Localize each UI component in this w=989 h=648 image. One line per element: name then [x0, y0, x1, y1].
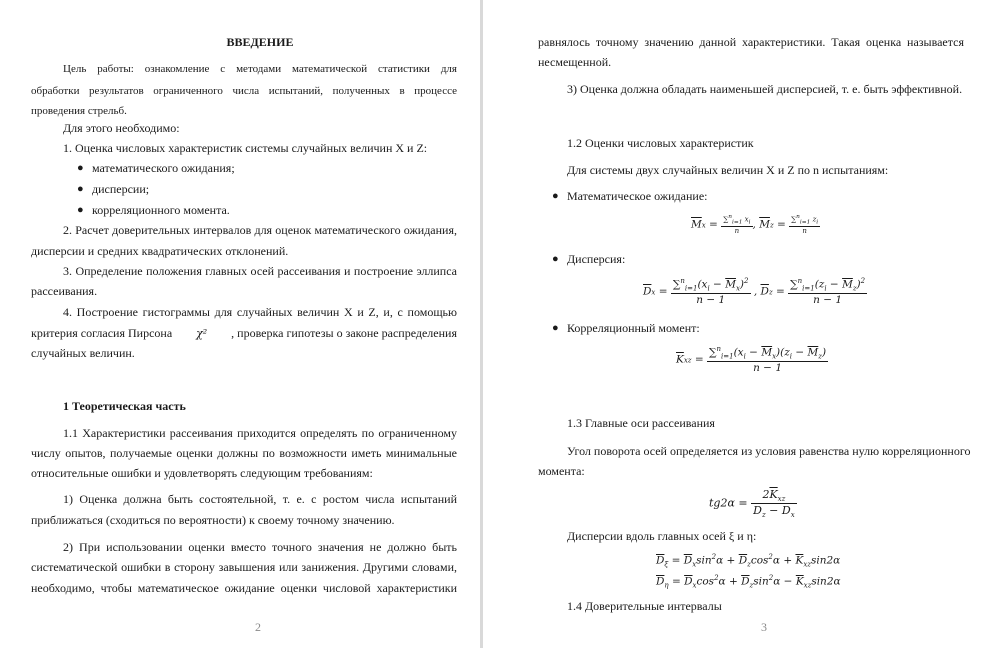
page-number: 2	[255, 620, 261, 634]
bullet-icon: ●	[552, 322, 559, 334]
req-2-line-1: 2) При использовании оценки вместо точного значения не должно быть	[63, 540, 457, 554]
rotation-formula: tg2α = $\frac{2\overline{K}_{xz}}{\overline{D}_z - \overline{D}_x}$	[709, 488, 795, 520]
item-4-line-3: случайных величин.	[31, 346, 135, 360]
page-3	[483, 0, 989, 648]
chi-square-symbol: χ²	[196, 327, 208, 340]
req-2-line-2: систематической ошибки в сторону завышения или занижения. Другими словами,	[31, 560, 457, 574]
dispersion-formula: $\overline{D}x$ = $\frac{\sum^n_{i=1}(x_i - \overline{M}_x)^2}{n - 1}$ , $\overline{D}z$ = $\frac{\sum^n_{i=1}(z_i - \overline{M}_z)^2}{n - 1}$	[643, 277, 866, 306]
req-2-line-3: необходимо, чтобы математическое ожидание оценки числовой характеристики	[31, 581, 457, 595]
p11-line-3: относительные ошибки и удовлетворять следующим требованиям:	[31, 466, 373, 480]
bullet-icon: ●	[77, 183, 84, 195]
section-1-2-intro: Для системы двух случайных величин X и Z по n испытаниям:	[567, 163, 889, 177]
dispersion-xi-formula: $\overline{D}_\xi = \overline{D}_x\sin^2\alpha + \overline{D}_z\cos^2\alpha + \overline{K}_{xz}\sin 2\alpha$	[656, 553, 841, 569]
item-2-line-1: 2. Расчет доверительных интервалов для оценок математического ожидания,	[63, 223, 457, 237]
req-1-line-1: 1) Оценка должна быть состоятельной, т. е. с ростом числа испытаний	[63, 492, 457, 506]
mean-formula: $\overline{M}x$ = $\frac{\sum^n_{i=1} x_i}{n}$ , $\overline{M}z$ = $\frac{\sum^n_{i=1} z_i}{n}$	[691, 214, 819, 235]
item-3-line-2: рассеивания.	[31, 284, 98, 298]
item-3-line-1: 3. Определение положения главных осей рассеивания и построение эллипса	[63, 264, 457, 278]
bullet-icon: ●	[77, 162, 84, 174]
bullet-mean-label: Математическое ожидание:	[567, 189, 708, 203]
need-text: Для этого необходимо:	[63, 121, 180, 135]
p11-line-1: 1.1 Характеристики рассеивания приходится определять по ограниченному	[63, 426, 457, 440]
req-1-line-2: приближаться (сходиться по вероятности) к своему точному значению.	[31, 513, 395, 527]
bullet-icon: ●	[552, 190, 559, 202]
bullet-correlation-label: Корреляционный момент:	[567, 321, 700, 335]
purpose-line-2: обработки результатов ограниченного числа испытаний, полученных в процессе	[31, 85, 457, 97]
item-4-text-a: критерия согласия Пирсона	[31, 326, 173, 340]
item-4-line-2	[31, 326, 457, 341]
section-1-3-heading: 1.3 Главные оси рассеивания	[567, 416, 715, 430]
section-1-2-heading: 1.2 Оценки числовых характеристик	[567, 136, 754, 150]
cont-line-1: равнялось точному значению данной характеристики. Такая оценка называется	[538, 35, 964, 49]
correlation-formula: $\overline{K}xz$ = $\frac{\sum^n_{i=1}(x_i - \overline{M}_x)(z_i - \overline{M}_z)}{n - 1}$	[676, 345, 827, 374]
dispersion-eta-formula: $\overline{D}_\eta = \overline{D}_x\cos^2\alpha + \overline{D}_z\sin^2\alpha - \overline{K}_{xz}\sin 2\alpha$	[656, 574, 841, 590]
bullet-correlation: корреляционного момента.	[92, 203, 230, 217]
introduction-title: ВВЕДЕНИЕ	[226, 35, 294, 49]
item-4-line-1: 4. Построение гистограммы для случайных величин X и Z, и, с помощью	[63, 305, 457, 319]
p11-line-2: числу опытов, получаемые оценки должны по возможности иметь минимальные	[31, 446, 457, 460]
bullet-icon: ●	[77, 204, 84, 216]
purpose-line-3: проведения стрельб.	[31, 105, 127, 117]
bullet-icon: ●	[552, 253, 559, 265]
rotation-line-1: Угол поворота осей определяется из условия равенства нулю корреляционного	[567, 444, 971, 458]
principal-axes-dispersions: Дисперсии вдоль главных осей ξ и η:	[567, 529, 757, 543]
section-1-4-heading: 1.4 Доверительные интервалы	[567, 599, 722, 613]
rotation-line-2: момента:	[538, 464, 585, 478]
bullet-dispersion-label: Дисперсия:	[567, 252, 626, 266]
bullet-dispersion: дисперсии;	[92, 182, 150, 196]
item-4-text-b: , проверка гипотезы о законе распределения	[231, 326, 457, 340]
bullet-mean: математического ожидания;	[92, 161, 235, 175]
page-number: 3	[761, 620, 767, 634]
page-2	[0, 0, 480, 648]
req-3: 3) Оценка должна обладать наименьшей дисперсией, т. е. быть эффективной.	[567, 82, 963, 96]
section-1-heading: 1 Теоретическая часть	[63, 399, 186, 413]
item-1: 1. Оценка числовых характеристик системы случайных величин X и Z:	[63, 141, 428, 155]
purpose-line-1: Цель работы: ознакомление с методами математической статистики для	[63, 63, 457, 75]
item-2-line-2: дисперсии и средних квадратических отклонений.	[31, 244, 289, 258]
cont-line-2: несмещенной.	[538, 55, 612, 69]
